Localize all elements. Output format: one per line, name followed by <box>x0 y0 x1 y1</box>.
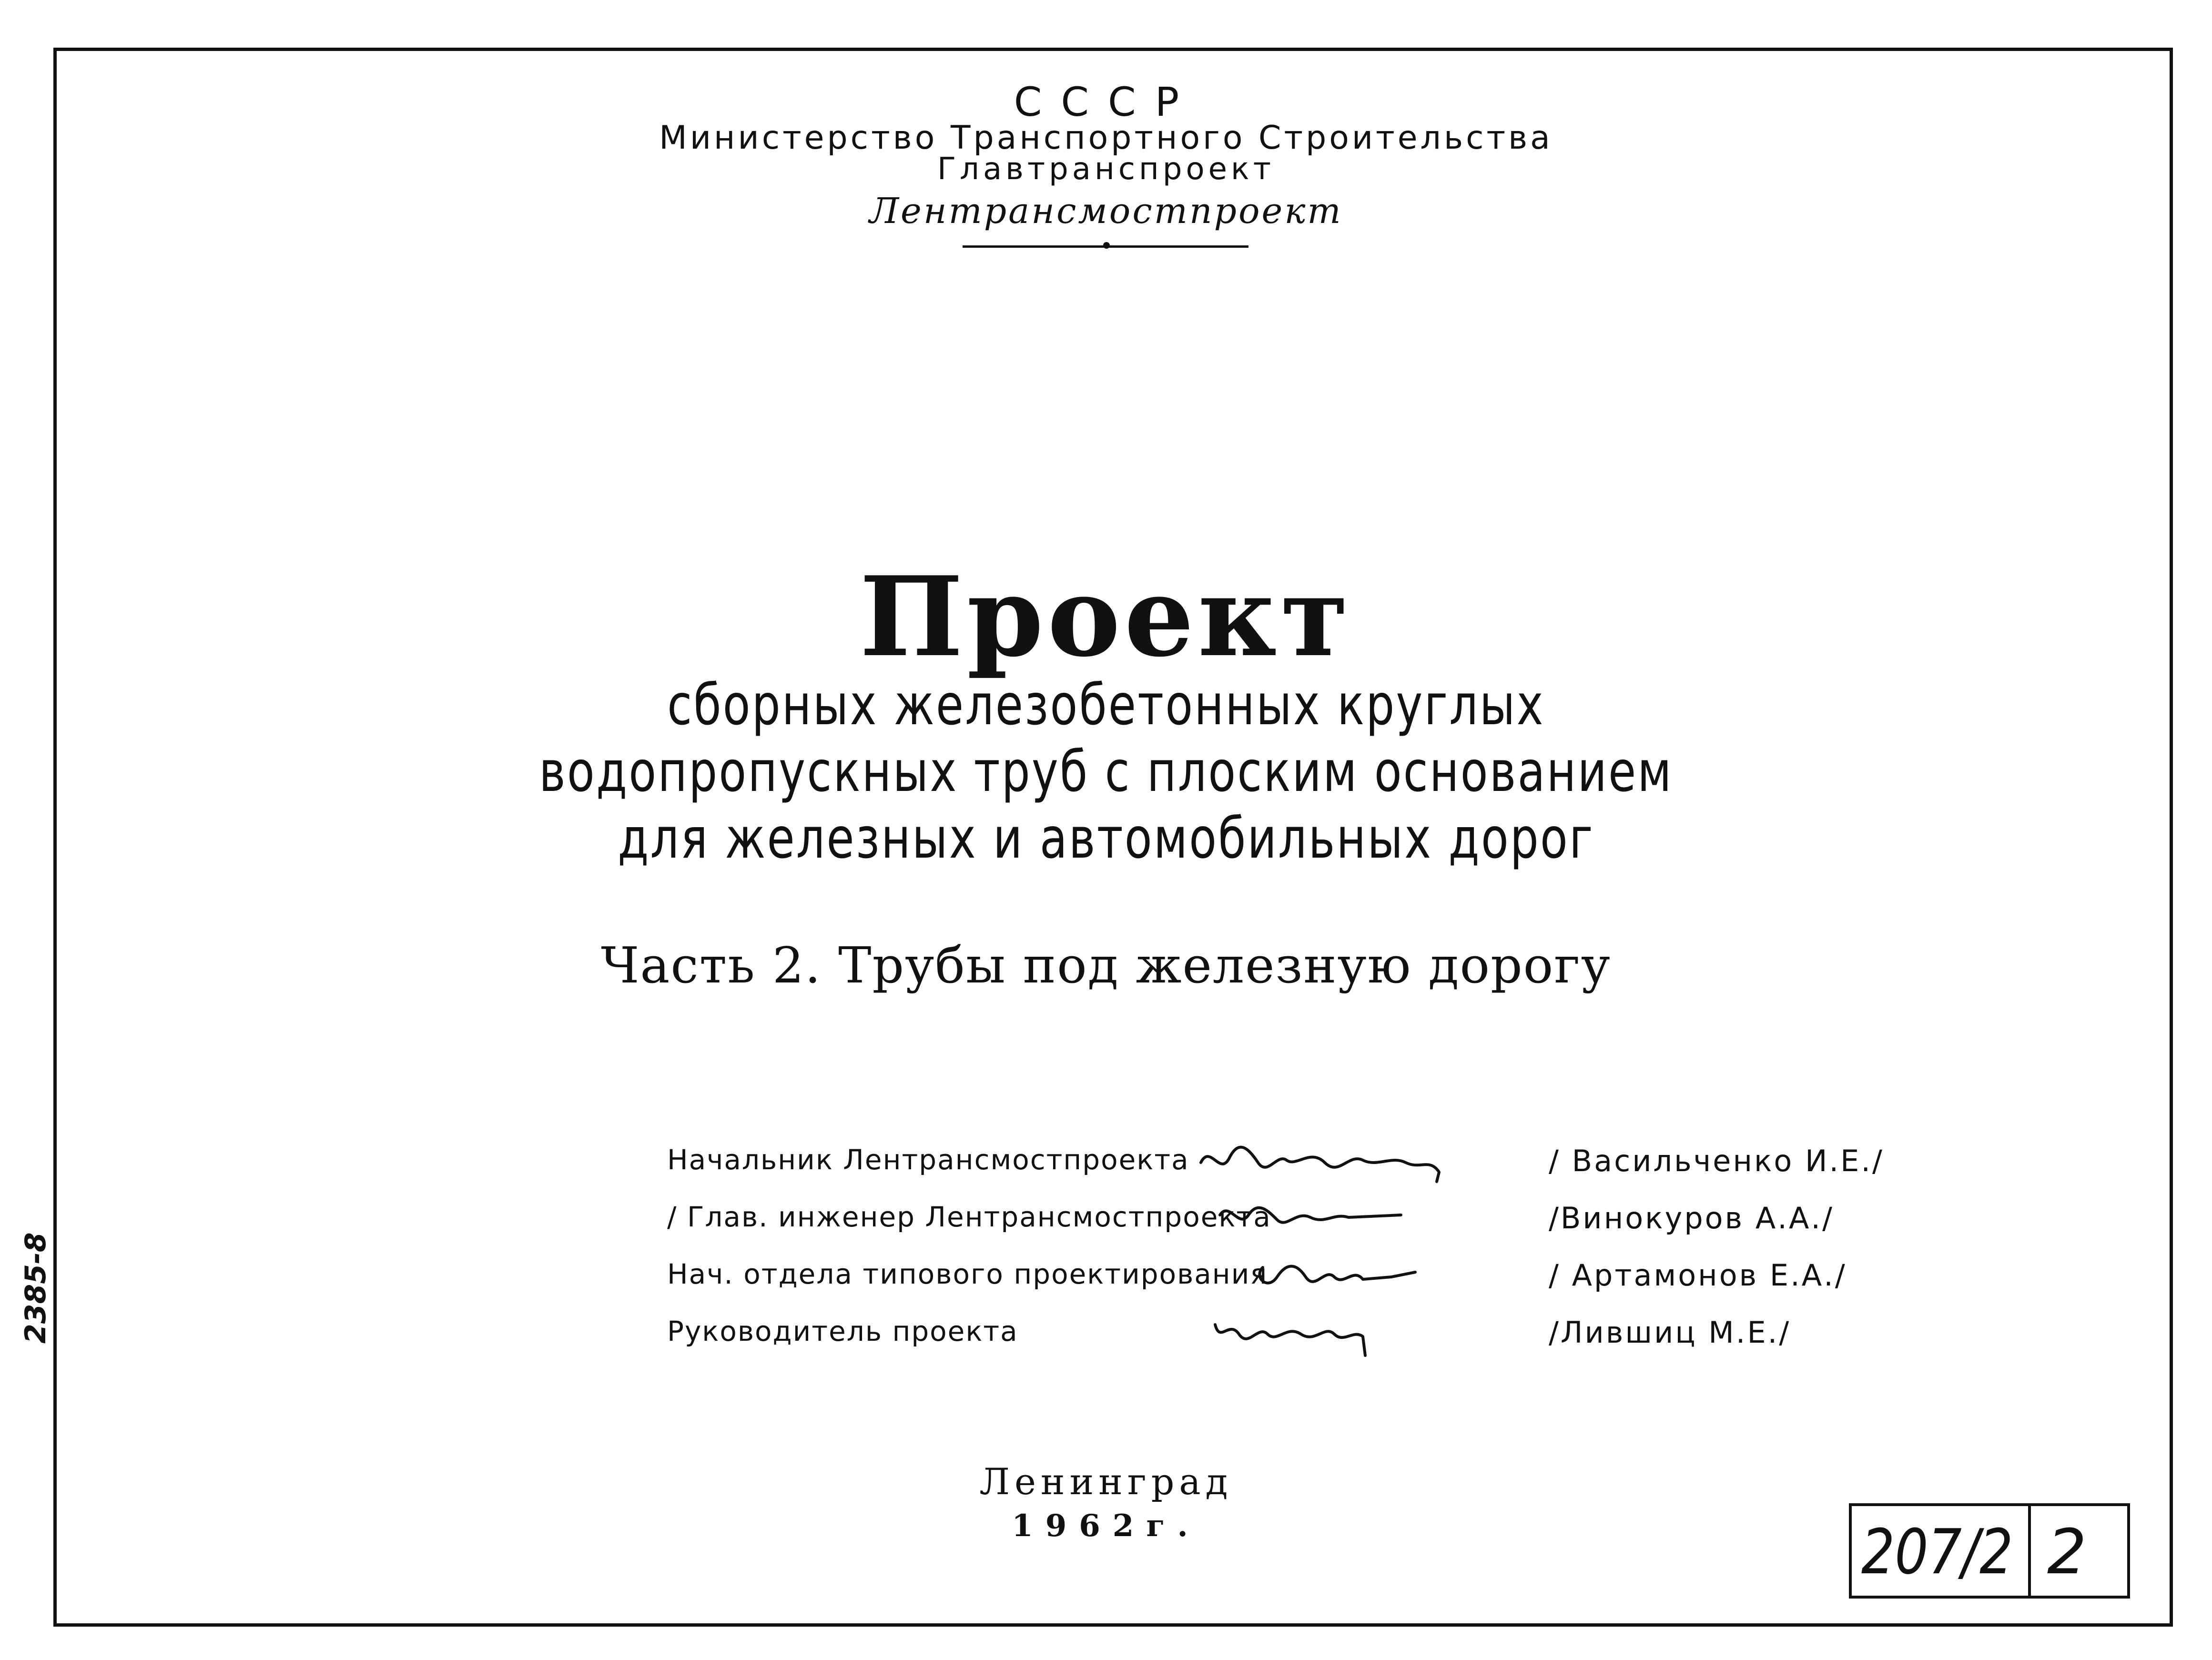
header-ministry: Министерство Транспортного Строительства <box>659 119 1553 157</box>
signatory-name: /Лившиц М.Е./ <box>1549 1315 1791 1350</box>
signature-row <box>667 1306 1882 1358</box>
header-department: Главтранспроект <box>937 152 1275 187</box>
signatory-name: /Винокуров А.А./ <box>1549 1201 1834 1235</box>
signature-row <box>667 1191 1882 1244</box>
subtitle-line-3: для железных и автомобильных дорог <box>618 805 1594 871</box>
handwritten-signature <box>1191 1306 1458 1358</box>
signature-position: Начальник Лентрансмостпроекта <box>667 1144 1189 1176</box>
part-heading: Часть 2. Трубы под железную дорогу <box>601 936 1611 994</box>
signature-position: / Глав. инженер Лентрансмостпроекта <box>667 1201 1271 1233</box>
header-institute: Лентрансмостпроект <box>869 191 1343 232</box>
header-country: СССР <box>1014 79 1198 125</box>
signature-position: Нач. отдела типового проектирования <box>667 1258 1268 1290</box>
side-inventory-code: 2385-8 <box>19 1232 52 1344</box>
document-stamp <box>1849 1503 2130 1599</box>
signature-row <box>667 1134 1882 1186</box>
header-divider-dot <box>1103 242 1110 249</box>
handwritten-signature <box>1191 1134 1458 1186</box>
subtitle-line-1: сборных железобетонных круглых <box>667 672 1545 738</box>
signatory-name: / Васильченко И.Е./ <box>1549 1144 1884 1178</box>
handwritten-signature <box>1191 1248 1458 1301</box>
document-title: Проект <box>859 553 1353 681</box>
handwritten-signature <box>1191 1191 1458 1244</box>
stamp-divider <box>2028 1506 2031 1596</box>
signatory-name: / Артамонов Е.А./ <box>1549 1258 1847 1293</box>
footer-year: 1962г. <box>1012 1508 1200 1544</box>
footer-city: Ленинград <box>979 1460 1233 1503</box>
stamp-sheet-number: 2 <box>2047 1516 2087 1588</box>
signature-position: Руководитель проекта <box>667 1315 1018 1347</box>
stamp-code: 207/2 <box>1861 1516 2013 1588</box>
subtitle-line-2: водопропускных труб с плоским основанием <box>539 739 1673 804</box>
signature-row <box>667 1248 1882 1301</box>
